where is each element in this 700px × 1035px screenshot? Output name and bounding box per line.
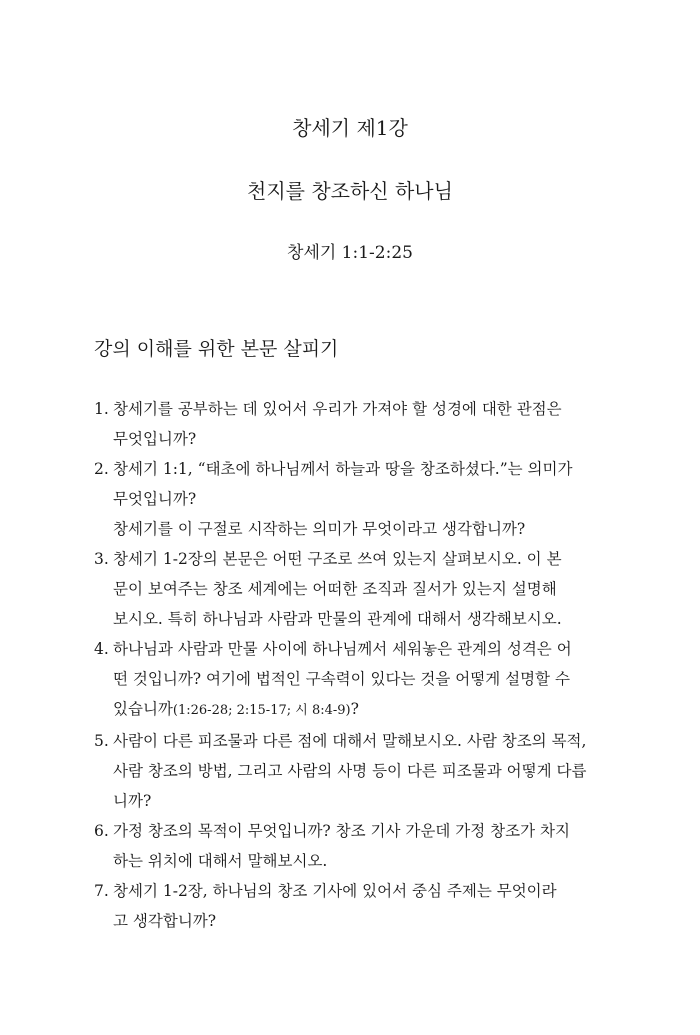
question-item [94,816,594,876]
question-line: 창세기 1-2장의 본문은 어떤 구조로 쓰여 있는지 살펴보시오. 이 본 [113,550,562,568]
question-line: 창세기 1:1, “태초에 하나님께서 하늘과 땅을 창조하셨다.”는 의미가 [113,460,573,478]
question-mark: ? [350,700,359,718]
question-number: 2. [94,460,109,478]
question-line: 사람 창조의 방법, 그리고 사람의 사명 등이 다른 피조물과 어떻게 다릅 [113,762,587,780]
question-line: 사람이 다른 피조물과 다른 점에 대해서 말해보시오. 사람 창조의 목적, [113,732,587,750]
question-line [113,694,594,726]
question-number: 4. [94,640,109,658]
question-number: 3. [94,550,109,568]
verse-reference: (1:26-28; 2:15-17; 시 8:4-9) [172,703,351,718]
question-item [94,544,594,634]
question-line: 니까? [113,792,152,810]
question-item [94,634,594,726]
question-line: 창세기를 공부하는 데 있어서 우리가 가져야 할 성경에 대한 관점은 [113,400,562,418]
question-item [94,876,594,936]
question-number: 1. [94,400,109,418]
question-line: 고 생각합니까? [113,912,217,930]
question-line: 창세기를 이 구절로 시작하는 의미가 무엇이라고 생각합니까? [113,520,526,538]
question-line: 하는 위치에 대해서 말해보시오. [113,852,328,870]
question-item [94,394,594,454]
question-line: 떤 것입니까? 여기에 법적인 구속력이 있다는 것을 어떻게 설명할 수 [113,670,570,688]
section-heading: 강의 이해를 위한 본문 살피기 [94,338,339,360]
question-line: 하나님과 사람과 만물 사이에 하나님께서 세워놓은 관계의 성격은 어 [113,640,572,658]
question-text: 있습니까 [113,700,173,718]
question-number: 7. [94,882,109,900]
question-line: 창세기 1-2장, 하나님의 창조 기사에 있어서 중심 주제는 무엇이라 [113,882,557,900]
question-line: 문이 보여주는 창조 세계에는 어떠한 조직과 질서가 있는지 설명해 [113,580,557,598]
lesson-title: 창세기 제1강 [292,116,408,140]
question-number: 6. [94,822,109,840]
scripture-reference: 창세기 1:1-2:25 [287,243,413,263]
question-list [94,394,594,936]
question-line: 무엇입니까? [113,490,197,508]
question-number: 5. [94,732,109,750]
question-line: 보시오. 특히 하나님과 사람과 만물의 관계에 대해서 생각해보시오. [113,610,562,628]
question-item [94,454,594,544]
page-title: 천지를 창조하신 하나님 [247,179,453,203]
question-item [94,726,594,816]
question-line: 무엇입니까? [113,430,197,448]
question-line: 가정 창조의 목적이 무엇입니까? 창조 기사 가운데 가정 창조가 차지 [113,822,570,840]
